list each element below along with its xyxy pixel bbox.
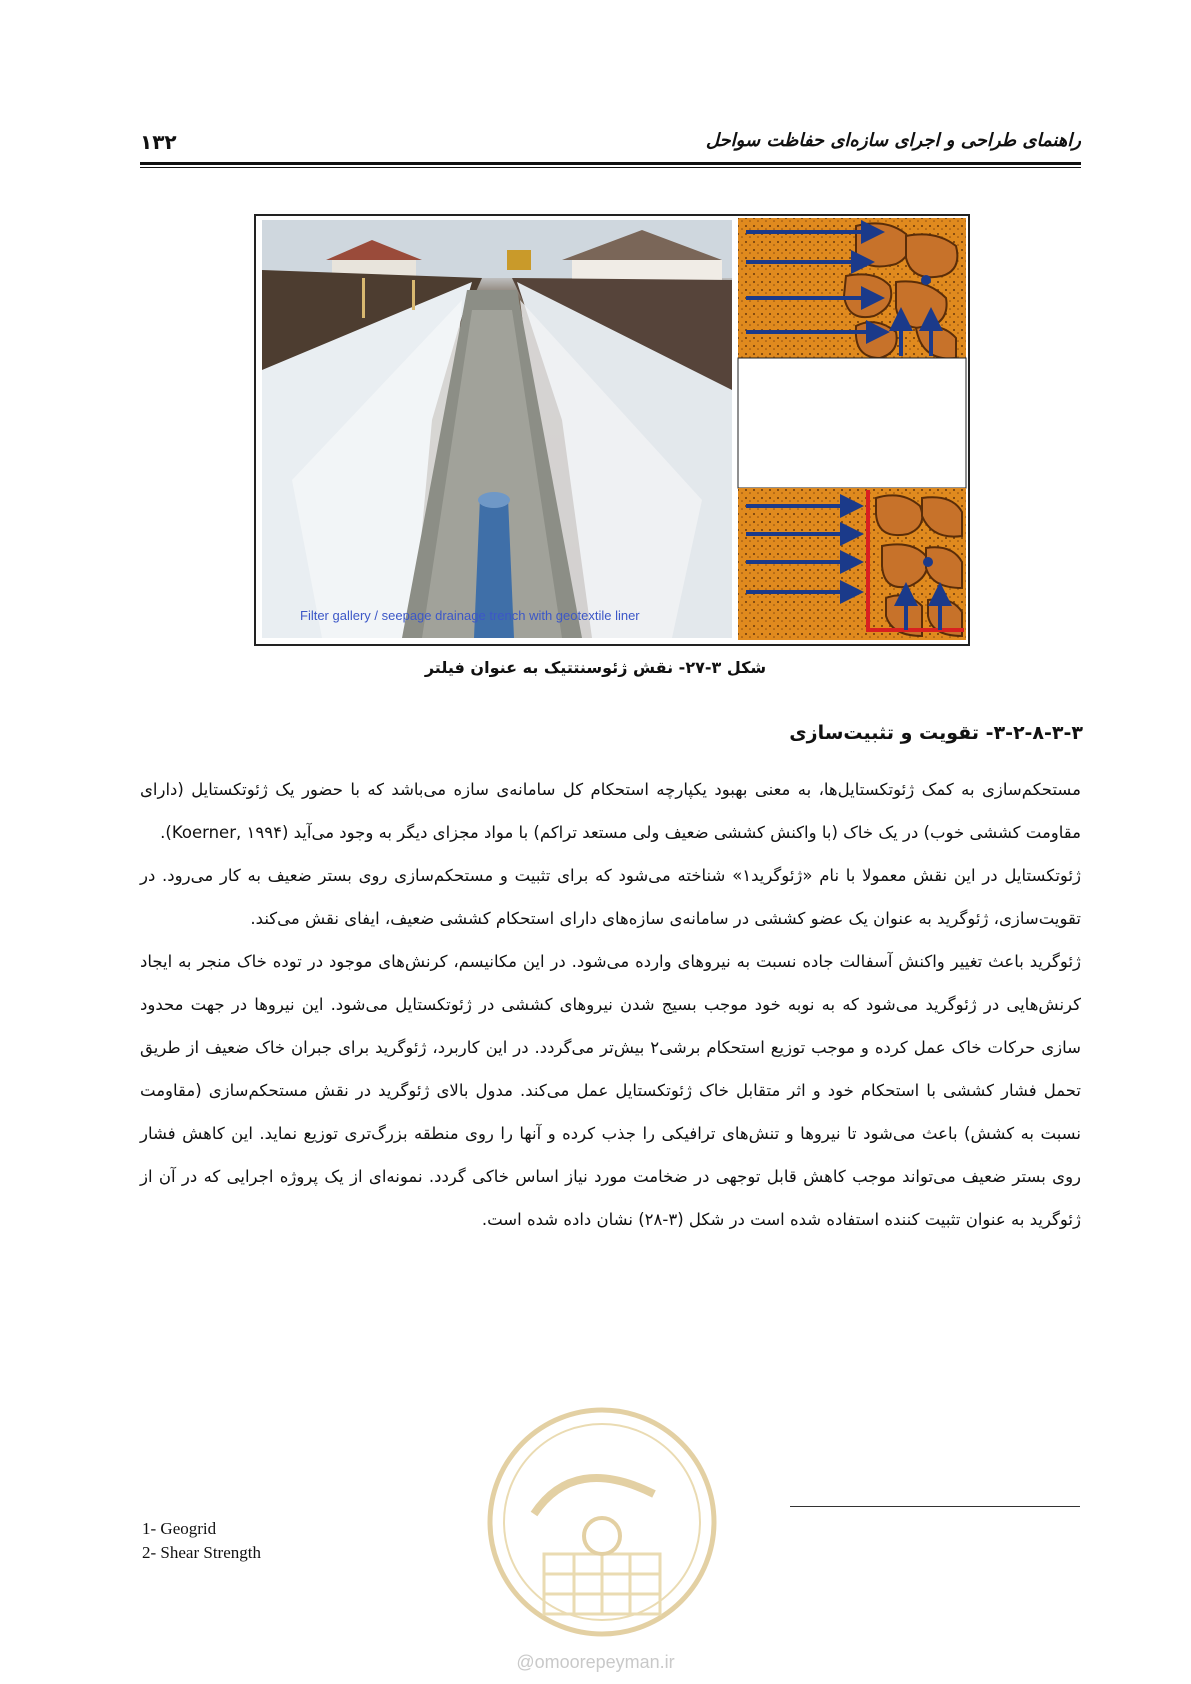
watermark-text: @omoorepeyman.ir: [516, 1652, 675, 1672]
section-heading: ۳-۲-۸-۳-۳- تقویت و تثبیت‌سازی: [789, 722, 1083, 744]
page-number: ۱۳۲: [140, 130, 177, 154]
footnote-rule: [790, 1506, 1080, 1507]
header-rule-thin: [140, 167, 1081, 168]
body-text: [140, 768, 1081, 1241]
footnotes: [142, 1517, 261, 1565]
photo-caption: Filter gallery / seepage drainage trench with geotextile liner: [300, 608, 640, 623]
figure-caption: شکل ۳-۲۷- نقش ژئوسنتتیک به عنوان فیلتر: [424, 658, 767, 677]
filter-mechanism-diagram: [736, 216, 968, 644]
paragraph-3: ژئوگرید باعث تغییر واکنش آسفالت جاده نسبت به نیروهای وارده می‌شود. در این مکانیسم، کرنش‌های موجود در توده خاک منجر به ایجاد کرنش‌هایی در ژئوگرید می‌شود که به نوبه خود موجب بسیج شدن نیروهای کششی در ژئوتکستایل می‌شود. این نیروها در جهت محدود سازی حرکات خاک عمل کرده و موجب توزیع استحکام برشی۲ بیش‌تر می‌گردد. در این کاربرد، ژئوگرید برای جبران خاک ضعیف از طریق تحمل فشار کششی با استحکام خود و اثر متقابل خاک ژئوتکستایل عمل می‌کند. مدول بالای ژئوگرید در نقش مستحکم‌سازی (مقاومت نسبت به کشش) باعث می‌شود تا نیروها و تنش‌های ترافیکی را جذب کرده و آنها را روی منطقه بزرگ‌تری توزیع نماید. این کاهش فشار روی بستر ضعیف می‌تواند موجب کاهش قابل توجهی در ضخامت مورد نیاز اساس خاکی گردد. نمونه‌ای از یک پروژه اجرایی که در آن از ژئوگرید به عنوان تثبیت کننده استفاده شده است در شکل (۳-۲۸) نشان داده شده است.: [140, 952, 1081, 1229]
running-title: راهنمای طراحی و اجرای سازه‌ای حفاظت سواحل: [705, 130, 1081, 151]
trench-photo-illustration: [262, 220, 732, 638]
publisher-seal: [484, 1404, 720, 1640]
figure-geotextile-filter: [254, 214, 970, 646]
paragraph-1: مستحکم‌سازی به کمک ژئوتکستایل‌ها، به معنی بهبود یکپارچه استحکام کل سامانه‌ی سازه می‌باشد که با حضور یک ژئوتکستایل (دارای مقاومت کششی خوب) در یک خاک (با واکنش کششی ضعیف ولی مستعد تراکم) با مواد مجزای دیگر به وجود می‌آید (Koerner, ۱۹۹۴).: [140, 780, 1081, 842]
paragraph-2: ژئوتکستایل در این نقش معمولا با نام «ژئوگرید۱» شناخته می‌شود که برای تثبیت و مستحکم‌سازی روی بستر ضعیف به کار می‌رود. در تقویت‌سازی، ژئوگرید به عنوان یک عضو کششی در سامانه‌ی سازه‌های دارای استحکام کششی ضعیف، ایفای نقش می‌کند.: [140, 866, 1081, 928]
header-rule-thick: [140, 162, 1081, 165]
footnote-1: 1- Geogrid: [142, 1519, 217, 1538]
footnote-2: 2- Shear Strength: [142, 1543, 261, 1562]
trench-photo: [262, 220, 732, 638]
page-header: [140, 118, 1081, 166]
